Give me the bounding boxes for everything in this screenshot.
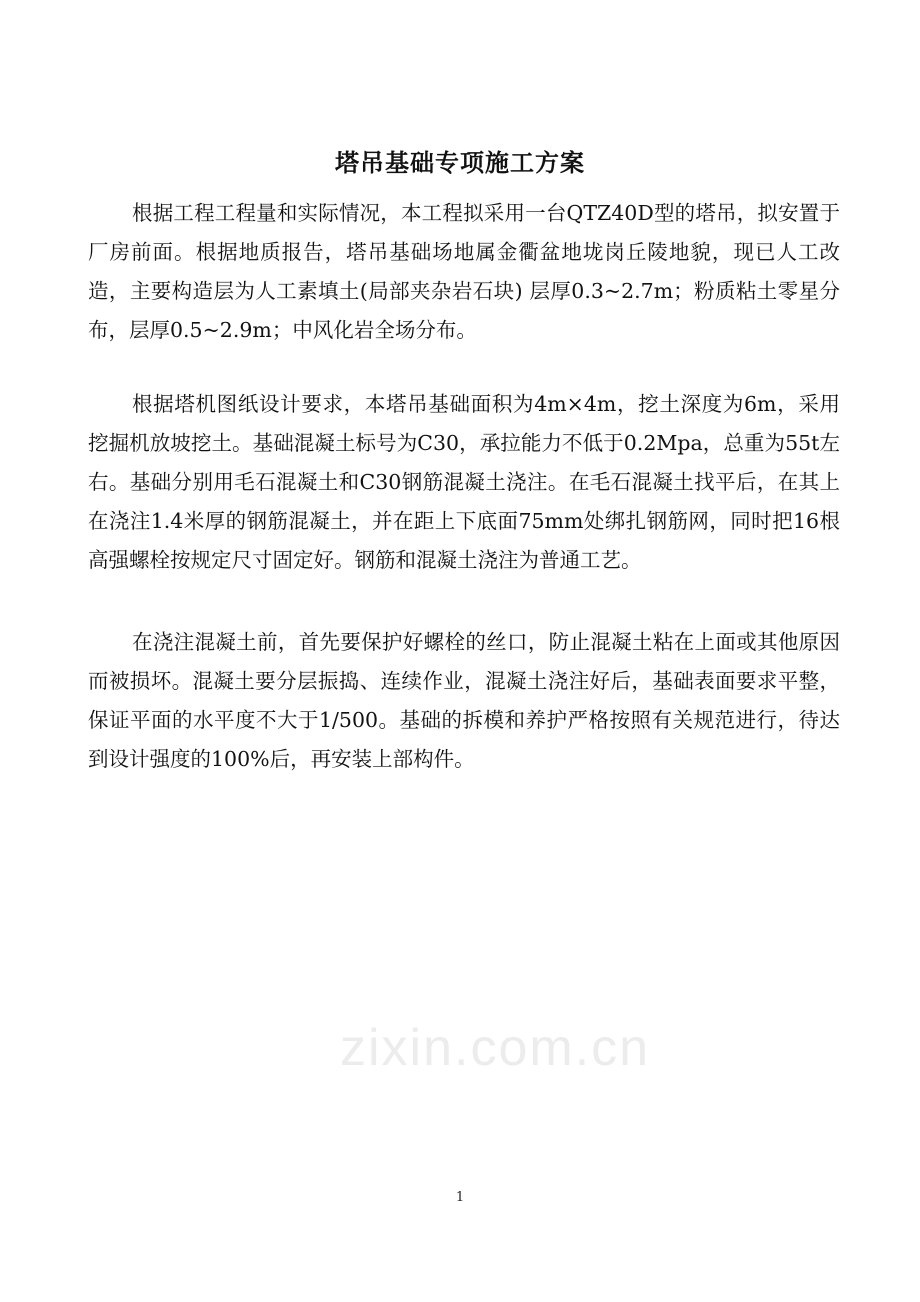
page-number: 1 bbox=[455, 1190, 465, 1205]
paragraph-concrete-pouring: 在浇注混凝土前，首先要保护好螺栓的丝口，防止混凝土粘在上面或其他原因而被损坏。混凝土要分层振捣、连续作业，混凝土浇注好后，基础表面要求平整，保证平面的水平度不大于1/500。基础的拆模和养护严格按照有关规范进行，待达到设计强度的100%后，再安装上部构件。 bbox=[88, 630, 840, 771]
document-title: 塔吊基础专项施工方案 bbox=[335, 148, 585, 177]
paragraph-foundation-design: 根据塔机图纸设计要求，本塔吊基础面积为4m×4m，挖土深度为6m，采用挖掘机放坡挖土。基础混凝土标号为C30，承拉能力不低于0.2Mpa，总重为55t左右。基础分别用毛石混凝土和C30钢筋混凝土浇注。在毛石混凝土找平后，在其上在浇注1.4米厚的钢筋混凝土，并在距上下底面75mm处绑扎钢筋网，同时把16根高强螺栓按规定尺寸固定好。钢筋和混凝土浇注为普通工艺。 bbox=[88, 392, 840, 572]
site-watermark: zixin.com.cn bbox=[340, 1019, 651, 1077]
paragraph-tower-crane-overview: 根据工程工程量和实际情况，本工程拟采用一台QTZ40D型的塔吊，拟安置于厂房前面。根据地质报告，塔吊基础场地属金衢盆地垅岗丘陵地貌，现已人工改造，主要构造层为人工素填土(局部夹杂岩石块) 层厚0.3~2.7m；粉质粘土零星分布，层厚0.5~2.9m；中风化岩全场分布。 bbox=[88, 201, 840, 342]
